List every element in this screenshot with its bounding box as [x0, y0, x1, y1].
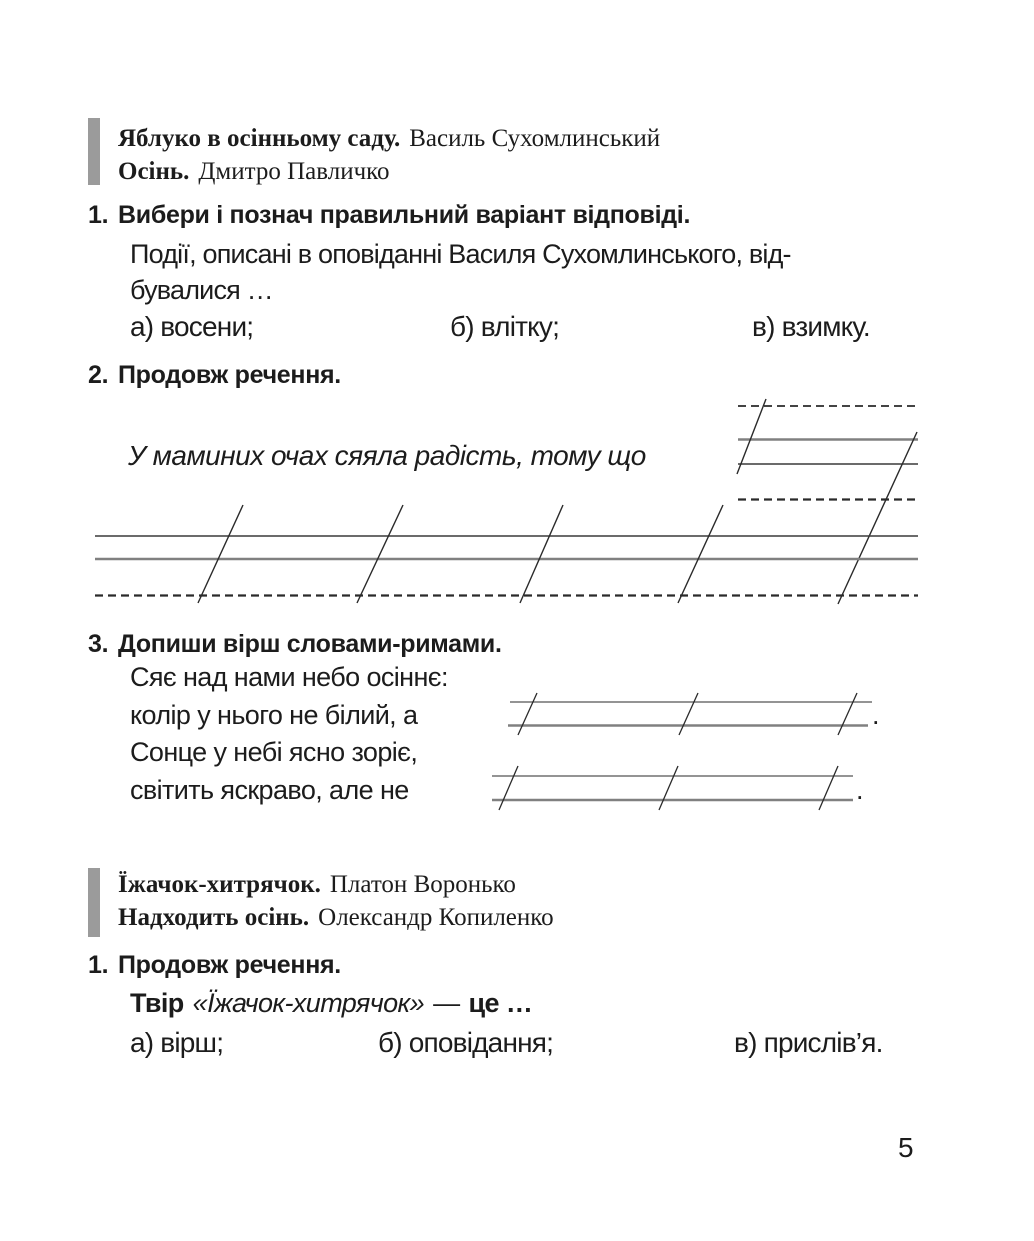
exercise-4-option-c[interactable]: в) прислів’я. — [734, 1027, 883, 1058]
exercise-2-number: 2. — [88, 361, 109, 389]
subline-dash: — — [433, 988, 460, 1018]
reading-block-1 — [118, 122, 660, 188]
reading-line — [118, 868, 554, 901]
reading-author: Олександр Копиленко — [318, 904, 554, 931]
reading-title: Яблуко в осінньому саду. — [118, 125, 401, 152]
reading-line — [118, 122, 660, 155]
handwriting-guide-row-2[interactable] — [95, 505, 918, 603]
exercise-4-option-a[interactable]: а) вірш; — [130, 1027, 224, 1058]
handwriting-guide-row-1[interactable] — [737, 399, 918, 604]
reading-line — [118, 155, 660, 188]
exercise-3-heading: Допиши вірш словами-римами. — [118, 630, 502, 658]
reading-title: Їжачок-хитрячок. — [118, 871, 321, 898]
exercise-4-option-b[interactable]: б) оповідання; — [378, 1027, 554, 1058]
poem-line-4: світить яскраво, але не — [130, 775, 409, 805]
poem-line-2: колір у нього не білий, а — [130, 700, 418, 730]
reading-author: Василь Сухомлинський — [409, 125, 661, 152]
exercise-4-subline — [130, 988, 532, 1019]
exercise-1-heading: Вибери і познач правильний варіант відповіді. — [118, 201, 691, 229]
poem-line-4-period: . — [856, 775, 863, 805]
reading-block-accent-bar — [88, 118, 100, 185]
poem-blank-line-1[interactable] — [506, 683, 876, 745]
subline-italic-title: «Їжачок-хитрячок» — [192, 988, 425, 1018]
poem-line-1: Сяє над нами небо осіннє: — [130, 662, 448, 692]
exercise-1-option-a[interactable]: а) восени; — [130, 311, 254, 342]
reading-line — [118, 901, 554, 934]
reading-block-2 — [118, 868, 554, 934]
poem-line-2-period: . — [872, 700, 879, 730]
exercise-1-option-c[interactable]: в) взимку. — [752, 311, 870, 342]
reading-title: Надходить осінь. — [118, 904, 310, 931]
exercise-1-body-line: бувалися … — [130, 275, 273, 305]
page-number: 5 — [898, 1132, 914, 1163]
subline-bold-word: Твір — [130, 988, 184, 1018]
reading-title: Осінь. — [118, 158, 190, 185]
exercise-1-option-b[interactable]: б) влітку; — [450, 311, 560, 342]
exercise-1-number: 1. — [88, 201, 109, 229]
reading-block-accent-bar — [88, 868, 100, 937]
exercise-2-heading: Продовж речення. — [118, 361, 341, 389]
poem-line-3: Сонце у небі ясно зоріє, — [130, 737, 418, 767]
reading-author: Дмитро Павличко — [198, 158, 390, 185]
reading-author: Платон Воронько — [329, 871, 516, 898]
exercise-1-body-line: Події, описані в оповіданні Василя Сухомлинського, від- — [130, 239, 791, 269]
exercise-4-number: 1. — [88, 951, 109, 979]
exercise-3-number: 3. — [88, 630, 109, 658]
handwriting-lines-area[interactable] — [85, 395, 930, 610]
subline-bold-tail: це … — [468, 988, 533, 1018]
exercise-4-heading: Продовж речення. — [118, 951, 341, 979]
exercise-2-prompt: У маминих очах сяяла радість, тому що — [128, 440, 646, 471]
poem-blank-line-2[interactable] — [490, 757, 870, 819]
